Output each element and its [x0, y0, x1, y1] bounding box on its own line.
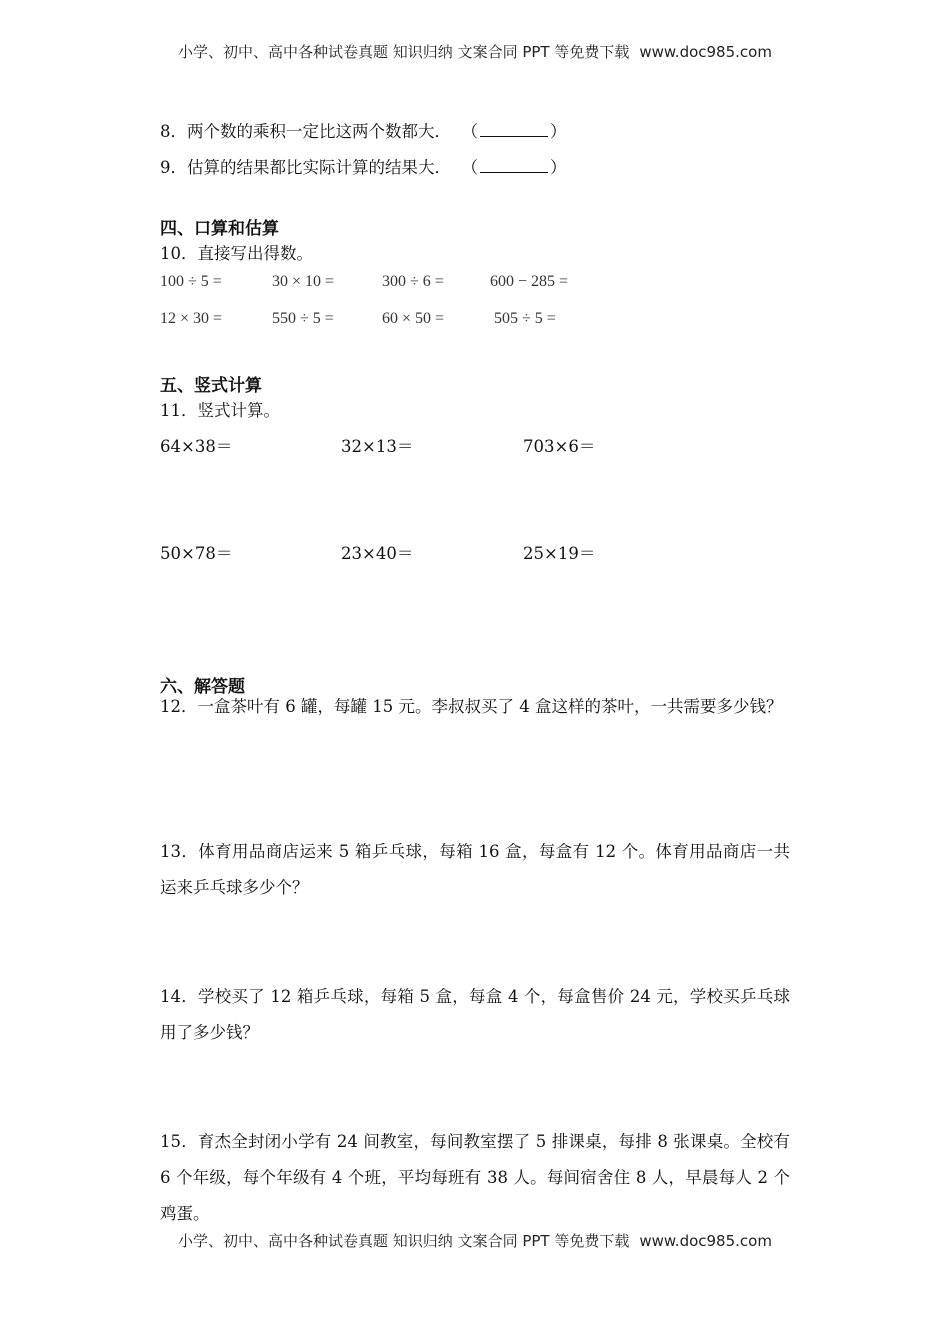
footer-site: www.doc985.com [639, 1232, 772, 1250]
oral-calc-item: 100 ÷ 5 = [160, 273, 222, 290]
oral-calc-item: 300 ÷ 6 = [382, 273, 444, 290]
section-5-title: 五、竖式计算 [160, 376, 262, 396]
question-text: 估算的结果都比实际计算的结果大． [187, 158, 451, 177]
page-header [0, 41, 950, 62]
paren-open: （ [461, 122, 478, 141]
oral-calc-item: 12 × 30 = [160, 310, 223, 327]
paren-close: ） [550, 158, 567, 177]
paren-open: （ [461, 158, 478, 177]
vertical-calc-item: 23×40＝ [341, 544, 414, 563]
question-8 [160, 118, 567, 142]
vertical-calc-item: 64×38＝ [160, 437, 233, 456]
vertical-calc-item: 703×6＝ [523, 437, 596, 456]
question-14: 14．学校买了 12 箱乒乓球，每箱 5 盒，每盒 4 个，每盒售价 24 元，学校买乒乓球用了多少钱？ [160, 987, 790, 1042]
oral-calc-item: 60 × 50 = [382, 310, 445, 327]
question-text: 两个数的乘积一定比这两个数都大． [187, 122, 451, 141]
question-9 [160, 154, 567, 178]
page-footer [0, 1230, 950, 1251]
paren-close: ） [550, 122, 567, 141]
section-4-title: 四、口算和估算 [160, 219, 279, 239]
question-13: 13．体育用品商店运来 5 箱乒乓球，每箱 16 盒，每盒有 12 个。体育用品商店一共运来乒乓球多少个？ [160, 842, 790, 897]
answer-blank[interactable] [480, 158, 548, 173]
question-10: 10．直接写出得数。 [160, 244, 313, 263]
question-number: 8． [160, 122, 187, 141]
vertical-calc-item: 32×13＝ [341, 437, 414, 456]
vertical-calc-item: 25×19＝ [523, 544, 596, 563]
header-text: 小学、初中、高中各种试卷真题 知识归纳 文案合同 PPT 等免费下载 [178, 43, 630, 61]
oral-calc-item: 550 ÷ 5 = [272, 310, 334, 327]
oral-calc-item: 30 × 10 = [272, 273, 335, 290]
oral-calc-item: 600 − 285 = [490, 273, 569, 290]
question-12: 12．一盒茶叶有 6 罐，每罐 15 元。李叔叔买了 4 盒这样的茶叶，一共需要多少钱？ [160, 697, 783, 716]
footer-text: 小学、初中、高中各种试卷真题 知识归纳 文案合同 PPT 等免费下载 [178, 1232, 630, 1250]
question-15: 15．育杰全封闭小学有 24 间教室，每间教室摆了 5 排课桌，每排 8 张课桌。全校有 6 个年级，每个年级有 4 个班，平均每班有 38 人。每间宿舍住 8 人，早晨每人 2 个鸡蛋。 [160, 1132, 790, 1223]
vertical-calc-item: 50×78＝ [160, 544, 233, 563]
answer-blank[interactable] [480, 122, 548, 137]
question-number: 9． [160, 158, 187, 177]
oral-calc-item: 505 ÷ 5 = [494, 310, 556, 327]
question-11: 11．竖式计算。 [160, 401, 280, 420]
section-6-title: 六、解答题 [160, 677, 245, 697]
header-site: www.doc985.com [639, 43, 772, 61]
